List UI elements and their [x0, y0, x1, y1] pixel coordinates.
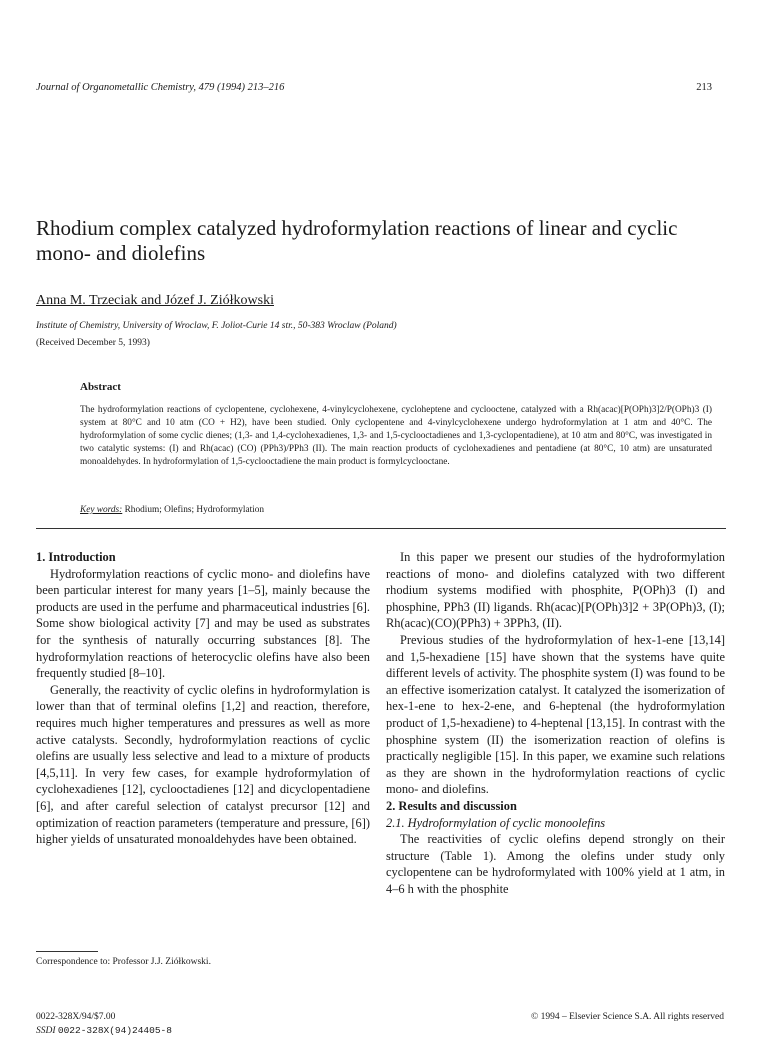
- subsection-heading: 2.1. Hydroformylation of cyclic monoolefins: [386, 815, 606, 830]
- page-number: 213: [696, 82, 712, 93]
- received-date: (Received December 5, 1993): [36, 338, 150, 348]
- paragraph: The reactivities of cyclic olefins depend strongly on their structure (Table 1). Among the olefins under study only cyclopentene can be hydroformylated with 100% yield at 1 atm, in 4–6 h with the phosphite: [386, 832, 725, 896]
- paragraph: Hydroformylation reactions of cyclic mono- and diolefins have been particular interest for many years [1–5], mainly because the products are used in the perfume and pharmaceutical industries [6]. Some show biological activity [7] and may be used as substrates for the synthesis of naturally occurring substances [8]. The hydroformylation reactions of heterocyclic olefins have also been frequently studied [8–10].: [36, 566, 370, 681]
- copyright: © 1994 – Elsevier Science S.A. All rights reserved: [531, 1012, 724, 1022]
- ssdi: [36, 1025, 172, 1036]
- abstract-text: The hydroformylation reactions of cyclopentene, cyclohexene, 4-vinylcyclohexene, cycloheptene and cyclooctene, catalyzed with a Rh(acac)[P(OPh)3]2/P(OPh)3 (I) system at 80°C and 10 atm (CO + H2), have been studied. Only cyclopentene and 4-vinylcyclohexene undergo hydroformylation at 1 atm and 40°C. The hydroformylation of some cyclic dienes; (1,3- and 1,4-cyclohexadienes, 1,3- and 1,5-cyclooctadienes and 1,3-cyclopentadiene), at 10 atm and 80°C, was investigated in two catalytic systems: (I) and Rh(acac) (CO) (PPh3)/PPh3 (II). The main reaction products of cyclohexadienes and pentadiene (at 80°C, 10 atm) are unsaturated monoaldehydes. In hydroformylation of 1,5-cyclooctadiene the main product is formylcyclooctane.: [80, 405, 712, 467]
- issn-price: 0022-328X/94/$7.00: [36, 1012, 116, 1022]
- keywords-label: Key words:: [80, 505, 123, 515]
- authors: Anna M. Trzeciak and Józef J. Ziółkowski: [36, 293, 274, 308]
- ssdi-code: 0022-328X(94)24405-8: [57, 1025, 172, 1036]
- footnote-rule: [36, 951, 98, 952]
- section-heading-results: 2. Results and discussion: [386, 798, 517, 813]
- paragraph: In this paper we present our studies of the hydroformylation reactions of mono- and diolefins catalyzed with two different rhodium systems modified with phosphite, P(OPh)3 (I) and phosphine, PPh3 (II) ligands. Rh(acac)[P(OPh)3]2 + 3P(OPh)3, (I); Rh(acac)(CO)(PPh3) + 3PPh3, (II).: [386, 550, 725, 631]
- keywords-list: Rhodium; Olefins; Hydroformylation: [124, 505, 265, 515]
- section-heading-introduction: 1. Introduction: [36, 550, 116, 564]
- affiliation: Institute of Chemistry, University of Wroclaw, F. Joliot-Curie 14 str., 50-383 Wroclaw (Poland): [36, 321, 397, 331]
- keywords: [80, 505, 264, 515]
- correspondence-footnote: Correspondence to: Professor J.J. Ziółkowski.: [36, 957, 211, 967]
- abstract-heading: Abstract: [80, 381, 121, 393]
- ssdi-label: SSDI: [36, 1026, 56, 1036]
- paragraph: Previous studies of the hydroformylation of hex-1-ene [13,14] and 1,5-hexadiene [15] have shown that the systems have quite different levels of activity. The phosphite system (I) was found to be an effective isomerization catalyst. It catalyzed the isomerization of hex-1-ene to hex-2-ene, and 6-heptenal (the hydroformylation product of 1,5-hexadiene) to 4-heptenal [13,15]. In contrast with the phosphine system (II) the isomerization reaction of olefins is practically negligible [15]. In this paper, we examine such relations as they are shown in the hydroformylation reactions of cyclic mono- and diolefins.: [386, 632, 725, 797]
- paragraph: Generally, the reactivity of cyclic olefins in hydroformylation is lower than that of terminal olefins [1,2] and reaction, therefore, requires much higher temperatures and pressures as well as more active catalysts. Secondly, hydroformylation reactions of cyclic olefins are usually less selective and lead to a mixture of products [4,5,11]. In very few cases, for example hydroformylation of cyclohexadienes [12], cyclooctadienes [12] and dicyclopentadiene [6], and after careful selection of catalyst precursor [12] and optimization of reaction parameters (temperature and pressure, [6]) higher yields of unsaturated monoaldehydes have been obtained.: [36, 682, 370, 847]
- journal-citation: Journal of Organometallic Chemistry, 479 (1994) 213–216: [36, 82, 285, 93]
- section-divider: [36, 528, 726, 529]
- right-column: [386, 549, 725, 897]
- article-title: Rhodium complex catalyzed hydroformylation reactions of linear and cyclic mono- and diolefins: [36, 216, 678, 265]
- left-column: [36, 549, 370, 848]
